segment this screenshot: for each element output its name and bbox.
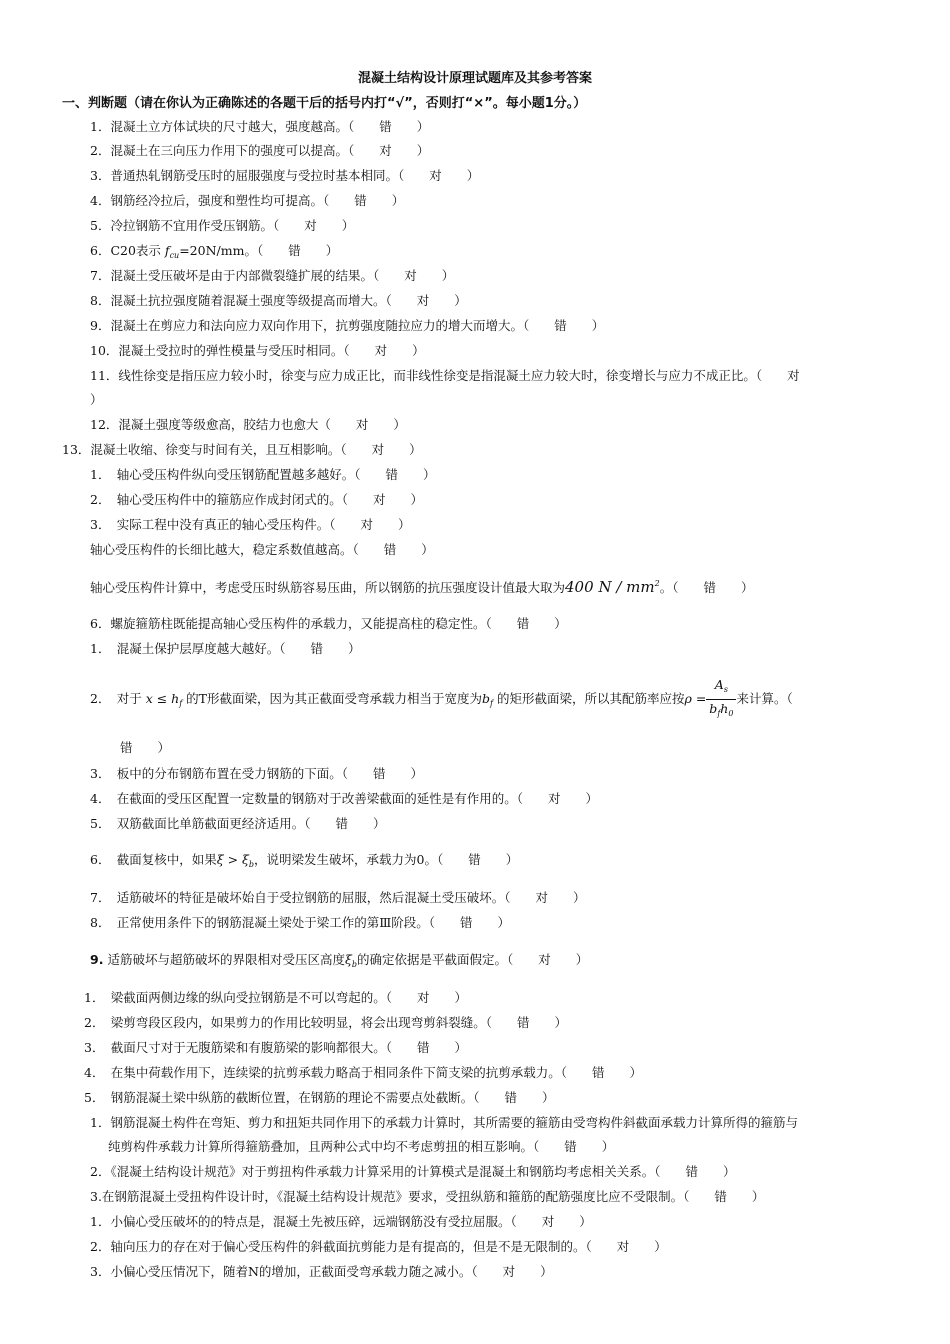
- question-line: 7．混凝土受压破坏是由于内部微裂缝扩展的结果。（ 对 ）: [90, 268, 455, 283]
- stress-formula: 400 N / $mm^2$: [565, 578, 660, 596]
- question-line: 错 ）: [120, 740, 171, 755]
- xi-gt-xib-formula: $\xi > \xi_b$: [216, 852, 255, 869]
- question-line: 11．线性徐变是指压应力较小时，徐变与应力成正比，而非线性徐变是指混凝土应力较大时，徐变增长与应力不成正比。（ 对: [90, 368, 800, 383]
- question-text: 。（ 错 ）: [659, 580, 754, 595]
- question-text: 6． 截面复核中，如果: [90, 852, 217, 867]
- question-line: 3． 截面尺寸对于无腹筋梁和有腹筋梁的影响都很大。（ 错 ）: [84, 1040, 467, 1055]
- question-text: ，说明梁发生破坏，承载力为0。（ 错 ）: [254, 852, 519, 867]
- question-line: 4． 在集中荷载作用下，连续梁的抗剪承载力略高于相同条件下简支梁的抗剪承载力。（ 错 ）: [84, 1065, 642, 1080]
- question-text: 来计算。（: [736, 691, 793, 706]
- question-text: 6．C20表示: [90, 243, 161, 258]
- question-line: 10．混凝土受拉时的弹性模量与受压时相同。（ 对 ）: [90, 343, 425, 358]
- question-line: 1． 混凝土保护层厚度越大越好。（ 错 ）: [90, 641, 361, 656]
- question-line: 8． 正常使用条件下的钢筋混凝土梁处于梁工作的第Ⅲ阶段。（ 错 ）: [90, 915, 511, 930]
- question-line: 4．钢筋经冷拉后，强度和塑性均可提高。（ 错 ）: [90, 193, 405, 208]
- question-number: 9.: [90, 952, 104, 967]
- question-line: 5． 双筋截面比单筋截面更经济适用。（ 错 ）: [90, 816, 386, 831]
- question-line: 9．混凝土在剪应力和法向应力双向作用下，抗剪强度随拉应力的增大而增大。（ 错 ）: [90, 318, 605, 333]
- question-line: 3． 实际工程中没有真正的轴心受压构件。（ 对 ）: [90, 517, 411, 532]
- question-line: [90, 578, 753, 596]
- question-line: 1．钢筋混凝土构件在弯矩、剪力和扭矩共同作用下的承载力计算时，其所需要的箍筋由受弯构件斜截面承载力计算所得的箍筋与: [90, 1115, 798, 1130]
- question-text: 的矩形截面梁，所以其配筋率应按: [496, 691, 685, 706]
- question-line: [90, 850, 518, 869]
- question-text: 的T形截面梁，因为其正截面受弯承载力相当于宽度为: [186, 691, 483, 706]
- fcu-symbol: $f_{cu}$: [164, 243, 180, 260]
- question-line: ）: [90, 392, 103, 407]
- question-text: =20N/mm。（ 错 ）: [179, 243, 339, 258]
- bf-symbol: $b_f$: [482, 691, 493, 708]
- question-line: 2．轴向压力的存在对于偏心受压构件的斜截面抗剪能力是有提高的，但是不是无限制的。（ 对 ）: [90, 1239, 667, 1254]
- question-line: 2．《混凝土结构设计规范》对于剪扭构件承载力计算采用的计算模式是混凝土和钢筋均考虑相关关系。（ 错 ）: [90, 1164, 736, 1179]
- question-line: 5． 钢筋混凝土梁中纵筋的截断位置，在钢筋的理论不需要点处截断。（ 错 ）: [84, 1090, 555, 1105]
- question-line: [90, 950, 588, 969]
- question-line: 3． 板中的分布钢筋布置在受力钢筋的下面。（ 错 ）: [90, 766, 423, 781]
- question-line: 1． 梁截面两侧边缘的纵向受拉钢筋是不可以弯起的。（ 对 ）: [84, 990, 467, 1005]
- question-line: 轴心受压构件的长细比越大，稳定系数值越高。（ 错 ）: [90, 542, 434, 557]
- question-line: 2．混凝土在三向压力作用下的强度可以提高。（ 对 ）: [90, 143, 430, 158]
- question-line: 3．小偏心受压情况下，随着N的增加，正截面受弯承载力随之减小。（ 对 ）: [90, 1264, 553, 1279]
- xi-b-symbol: $\xi_b$: [344, 952, 357, 969]
- question-line: 5．冷拉钢筋不宜用作受压钢筋。（ 对 ）: [90, 218, 355, 233]
- question-line: 1．混凝土立方体试块的尺寸越大，强度越高。（ 错 ）: [90, 119, 430, 134]
- question-line: 6．螺旋箍筋柱既能提高轴心受压构件的承载力，又能提高柱的稳定性。（ 错 ）: [90, 616, 567, 631]
- question-line: 12．混凝土强度等级愈高，胶结力也愈大（ 对 ）: [90, 417, 406, 432]
- document-title: 混凝土结构设计原理试题库及其参考答案: [357, 71, 592, 86]
- rho-fraction: $\frac{A_s}{b_fh_0}$: [706, 676, 736, 723]
- question-line: 1．小偏心受压破坏的的特点是，混凝土先被压碎，远端钢筋没有受拉屈服。（ 对 ）: [90, 1214, 592, 1229]
- question-line: 纯剪构件承载力计算所得箍筋叠加，且两种公式中均不考虑剪扭的相互影响。（ 错 ）: [108, 1139, 615, 1154]
- question-text: 的确定依据是平截面假定。（ 对 ）: [356, 952, 589, 967]
- question-line: 13．混凝土收缩、徐变与时间有关，且互相影响。（ 对 ）: [62, 442, 422, 457]
- question-line: [90, 676, 793, 723]
- question-line: 4． 在截面的受压区配置一定数量的钢筋对于改善梁截面的延性是有作用的。（ 对 ）: [90, 791, 598, 806]
- question-line: 8．混凝土抗拉强度随着混凝土强度等级提高而增大。（ 对 ）: [90, 293, 467, 308]
- section-heading: 一、判断题（请在你认为正确陈述的各题干后的括号内打“√”，否则打“×”。每小题1分。）: [62, 96, 587, 111]
- question-text: 轴心受压构件计算中，考虑受压时纵筋容易压曲，所以钢筋的抗压强度设计值最大取为: [90, 580, 566, 595]
- question-text: 适筋破坏与超筋破坏的界限相对受压区高度: [107, 952, 345, 967]
- question-text: 2． 对于: [90, 691, 142, 706]
- question-line: [90, 241, 338, 260]
- question-line: 7． 适筋破坏的特征是破坏始自于受拉钢筋的屈服，然后混凝土受压破坏。（ 对 ）: [90, 890, 586, 905]
- x-le-hf-formula: $x \le h_f$: [145, 691, 183, 708]
- question-line: 3.在钢筋混凝土受扭构件设计时，《混凝土结构设计规范》要求，受扭纵筋和箍筋的配筋强度比应不受限制。（ 错 ）: [90, 1189, 765, 1204]
- question-line: 1． 轴心受压构件纵向受压钢筋配置越多越好。（ 错 ）: [90, 467, 436, 482]
- question-line: 2． 梁剪弯段区段内，如果剪力的作用比较明显，将会出现弯剪斜裂缝。（ 错 ）: [84, 1015, 567, 1030]
- question-line: 3．普通热轧钢筋受压时的屈服强度与受拉时基本相同。（ 对 ）: [90, 168, 480, 183]
- rho-symbol: ρ =: [684, 691, 707, 706]
- question-line: 2． 轴心受压构件中的箍筋应作成封闭式的。（ 对 ）: [90, 492, 423, 507]
